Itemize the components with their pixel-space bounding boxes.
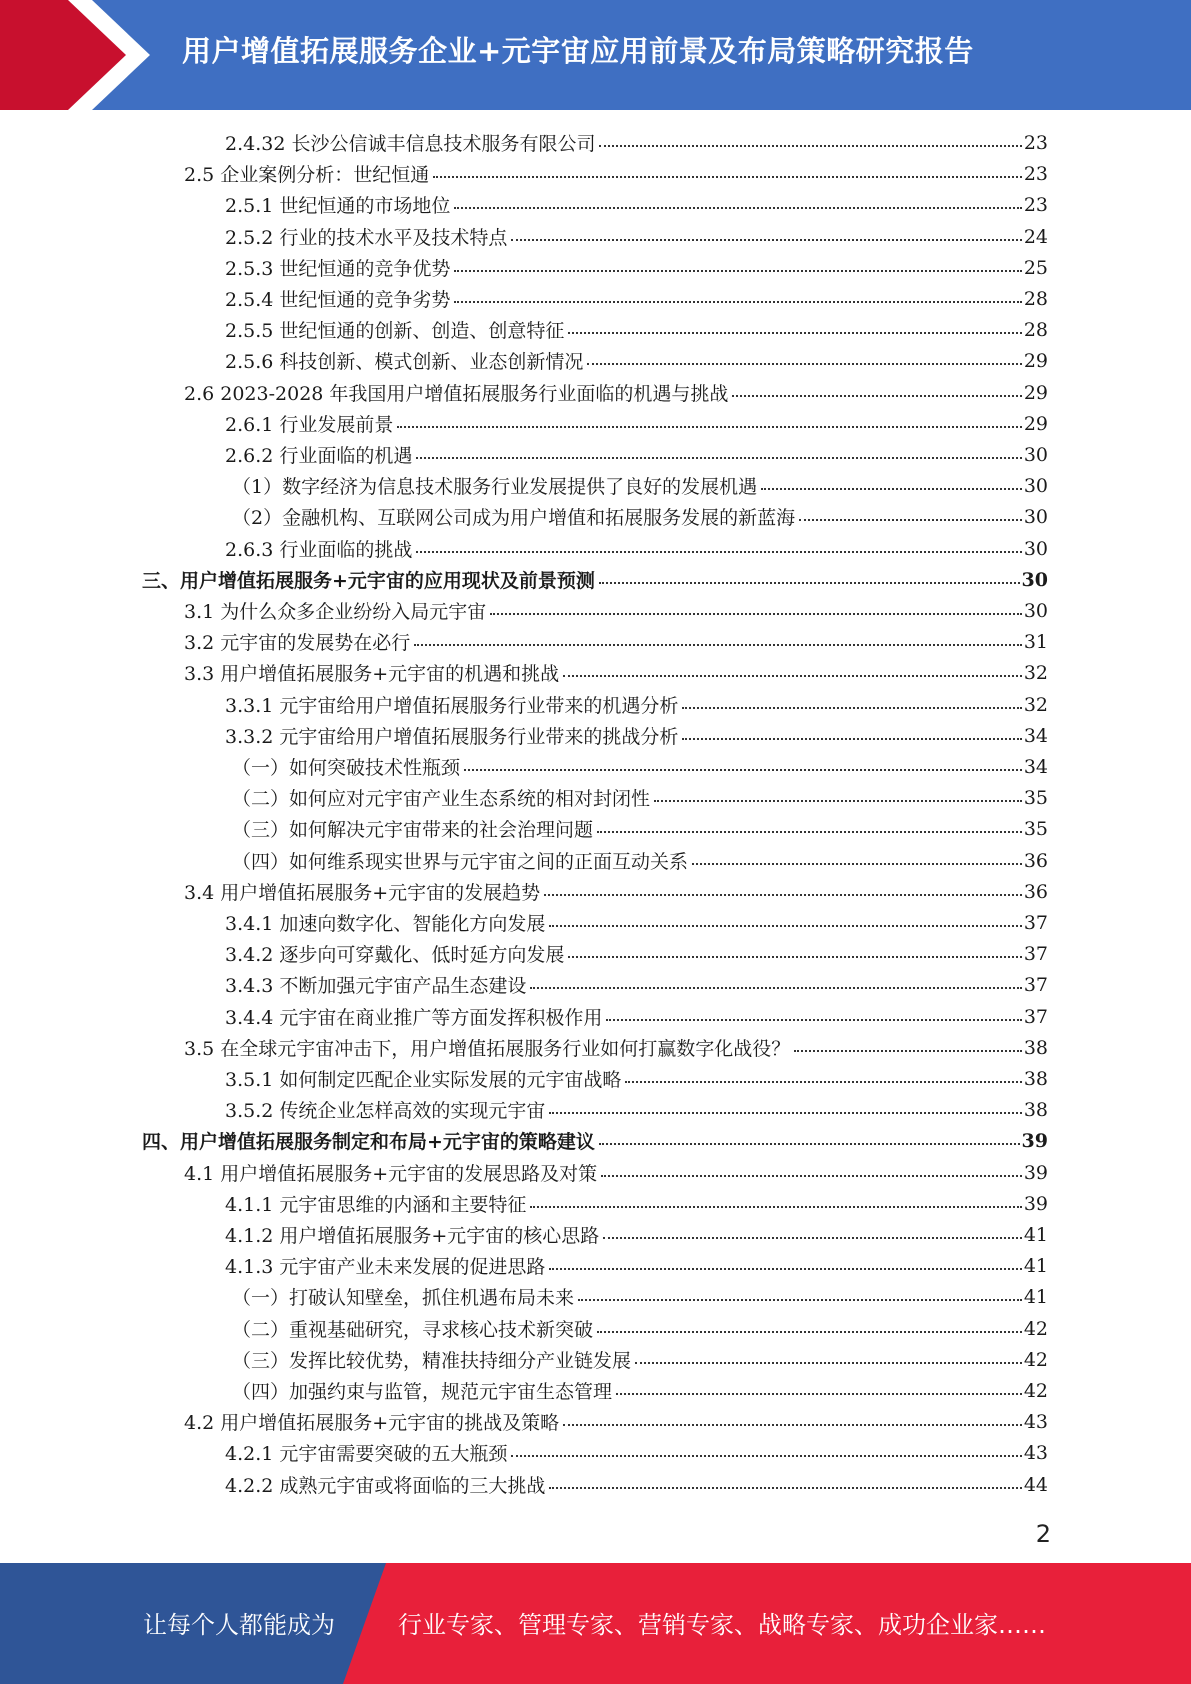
toc-dot-leader — [397, 426, 1021, 428]
toc-dot-leader — [599, 145, 1021, 147]
toc-entry[interactable] — [225, 314, 1048, 345]
toc-entry[interactable] — [232, 470, 1048, 501]
toc-entry-page: 23 — [1023, 131, 1048, 154]
toc-entry-title: 4.1.2 用户增值拓展服务+元宇宙的核心思路 — [225, 1225, 600, 1247]
toc-entry-page: 39 — [1023, 1161, 1048, 1184]
toc-dot-leader — [601, 1175, 1022, 1177]
toc-entry[interactable] — [184, 158, 1048, 189]
toc-entry[interactable] — [184, 377, 1048, 408]
toc-entry-title: 3.5 在全球元宇宙冲击下，用户增值拓展服务行业如何打赢数字化战役？ — [184, 1038, 791, 1060]
toc-entry-title: 3.4.2 逐步向可穿戴化、低时延方向发展 — [225, 944, 565, 966]
toc-entry-page: 34 — [1023, 755, 1048, 778]
toc-dot-leader — [433, 176, 1022, 178]
toc-dot-leader — [549, 1487, 1021, 1489]
toc-entry-page: 30 — [1023, 537, 1048, 560]
toc-dot-leader — [454, 207, 1021, 209]
toc-entry-title: （1）数字经济为信息技术服务行业发展提供了良好的发展机遇 — [232, 476, 758, 498]
toc-entry-title: 3.3.2 元宇宙给用户增值拓展服务行业带来的挑战分析 — [225, 726, 679, 748]
toc-entry-title: 3.2 元宇宙的发展势在必行 — [184, 632, 411, 654]
toc-entry-page: 39 — [1021, 1129, 1048, 1152]
toc-entry-page: 32 — [1023, 693, 1048, 716]
toc-entry-page: 37 — [1023, 942, 1048, 965]
toc-dot-leader — [454, 301, 1021, 303]
toc-dot-leader — [568, 956, 1021, 958]
toc-entry-title: 3.4.3 不断加强元宇宙产品生态建设 — [225, 975, 527, 997]
toc-entry[interactable] — [225, 439, 1048, 470]
toc-entry[interactable] — [184, 595, 1048, 626]
toc-entry[interactable] — [232, 1313, 1048, 1344]
toc-entry[interactable] — [184, 657, 1048, 688]
toc-entry-page: 38 — [1023, 1036, 1048, 1059]
toc-dot-leader — [625, 1081, 1021, 1083]
toc-entry-title: （二）如何应对元宇宙产业生态系统的相对封闭性 — [232, 788, 651, 810]
toc-dot-leader — [416, 457, 1021, 459]
toc-entry-title: 2.6.3 行业面临的挑战 — [225, 539, 413, 561]
report-title: 用户增值拓展服务企业+元宇宙应用前景及布局策略研究报告 — [182, 34, 974, 68]
toc-entry[interactable] — [225, 345, 1048, 376]
toc-entry-page: 29 — [1023, 349, 1048, 372]
toc-dot-leader — [599, 582, 1020, 584]
toc-entry-title: 2.5.3 世纪恒通的竞争优势 — [225, 258, 451, 280]
toc-entry-page: 25 — [1023, 256, 1048, 279]
toc-dot-leader — [692, 863, 1022, 865]
toc-entry[interactable] — [232, 813, 1048, 844]
toc-entry-title: 4.1.3 元宇宙产业未来发展的促进思路 — [225, 1256, 546, 1278]
toc-dot-leader — [799, 519, 1022, 521]
toc-entry-page: 28 — [1023, 318, 1048, 341]
toc-entry[interactable] — [225, 938, 1048, 969]
toc-dot-leader — [414, 644, 1022, 646]
toc-entry-page: 42 — [1023, 1379, 1048, 1402]
toc-dot-leader — [578, 1299, 1022, 1301]
toc-dot-leader — [549, 1268, 1021, 1270]
toc-dot-leader — [454, 270, 1021, 272]
toc-entry-page: 23 — [1023, 162, 1048, 185]
toc-dot-leader — [603, 1237, 1022, 1239]
toc-entry-title: （二）重视基础研究，寻求核心技术新突破 — [232, 1319, 594, 1341]
toc-dot-leader — [587, 363, 1021, 365]
toc-dot-leader — [635, 1362, 1022, 1364]
toc-dot-leader — [511, 239, 1021, 241]
toc-dot-leader — [563, 675, 1022, 677]
toc-entry-title: 三、用户增值拓展服务+元宇宙的应用现状及前景预测 — [142, 570, 595, 592]
toc-entry-page: 41 — [1023, 1254, 1048, 1277]
toc-entry[interactable] — [232, 845, 1048, 876]
toc-entry[interactable] — [225, 221, 1048, 252]
toc-dot-leader — [654, 800, 1022, 802]
toc-entry[interactable] — [225, 408, 1048, 439]
toc-entry[interactable] — [232, 751, 1048, 782]
toc-entry-title: 2.6.1 行业发展前景 — [225, 414, 394, 436]
toc-entry-page: 42 — [1023, 1348, 1048, 1371]
toc-dot-leader — [511, 1455, 1021, 1457]
toc-entry-page: 28 — [1023, 287, 1048, 310]
toc-entry[interactable] — [232, 1281, 1048, 1312]
toc-entry-title: 4.1 用户增值拓展服务+元宇宙的发展思路及对策 — [184, 1163, 598, 1185]
toc-entry[interactable] — [232, 501, 1048, 532]
toc-dot-leader — [794, 1050, 1022, 1052]
toc-entry[interactable] — [225, 533, 1048, 564]
toc-entry[interactable] — [225, 907, 1048, 938]
toc-entry-title: （三）如何解决元宇宙带来的社会治理问题 — [232, 819, 594, 841]
toc-entry-page: 24 — [1023, 225, 1048, 248]
toc-entry[interactable] — [225, 1437, 1048, 1468]
toc-entry-page: 37 — [1023, 973, 1048, 996]
footer-slogan-left: 让每个人都能成为 — [143, 1611, 335, 1639]
toc-entry[interactable] — [184, 1406, 1048, 1437]
toc-dot-leader — [732, 395, 1021, 397]
toc-dot-leader — [568, 332, 1021, 334]
toc-entry-page: 30 — [1023, 599, 1048, 622]
toc-entry[interactable] — [142, 564, 1048, 595]
toc-entry-page: 29 — [1023, 412, 1048, 435]
toc-dot-leader — [549, 1112, 1021, 1114]
toc-entry[interactable] — [225, 189, 1048, 220]
toc-entry-title: 3.4 用户增值拓展服务+元宇宙的发展趋势 — [184, 882, 541, 904]
toc-entry-page: 41 — [1023, 1223, 1048, 1246]
toc-entry-title: 2.5.5 世纪恒通的创新、创造、创意特征 — [225, 320, 565, 342]
toc-entry-page: 31 — [1023, 630, 1048, 653]
toc-entry-title: 2.5 企业案例分析：世纪恒通 — [184, 164, 430, 186]
toc-entry[interactable] — [184, 626, 1048, 657]
toc-entry[interactable] — [225, 1001, 1048, 1032]
toc-entry-title: 3.3.1 元宇宙给用户增值拓展服务行业带来的机遇分析 — [225, 695, 679, 717]
toc-dot-leader — [563, 1424, 1022, 1426]
toc-entry-title: （四）如何维系现实世界与元宇宙之间的正面互动关系 — [232, 851, 689, 873]
toc-entry-page: 43 — [1023, 1410, 1048, 1433]
toc-dot-leader — [549, 925, 1021, 927]
toc-entry[interactable] — [225, 1469, 1048, 1500]
toc-dot-leader — [490, 613, 1022, 615]
toc-entry-title: 4.2.2 成熟元宇宙或将面临的三大挑战 — [225, 1475, 546, 1497]
toc-entry-page: 42 — [1023, 1317, 1048, 1340]
toc-entry-page: 36 — [1023, 849, 1048, 872]
toc-entry-title: （三）发挥比较优势，精准扶持细分产业链发展 — [232, 1350, 632, 1372]
toc-entry[interactable] — [232, 1375, 1048, 1406]
toc-entry[interactable] — [142, 1125, 1048, 1156]
toc-dot-leader — [597, 1331, 1022, 1333]
toc-entry-title: 2.5.1 世纪恒通的市场地位 — [225, 195, 451, 217]
page-number: 2 — [1035, 1520, 1051, 1548]
toc-entry-title: 4.2.1 元宇宙需要突破的五大瓶颈 — [225, 1443, 508, 1465]
toc-entry-page: 23 — [1023, 193, 1048, 216]
toc-entry[interactable] — [232, 782, 1048, 813]
toc-entry[interactable] — [225, 689, 1048, 720]
toc-entry-title: （一）打破认知壁垒，抓住机遇布局未来 — [232, 1287, 575, 1309]
toc-entry-page: 30 — [1023, 505, 1048, 528]
toc-entry-title: 4.2 用户增值拓展服务+元宇宙的挑战及策略 — [184, 1412, 560, 1434]
toc-entry-page: 30 — [1021, 568, 1048, 591]
toc-entry-title: 3.5.1 如何制定匹配企业实际发展的元宇宙战略 — [225, 1069, 622, 1091]
toc-entry-title: 3.4.1 加速向数字化、智能化方向发展 — [225, 913, 546, 935]
toc-entry[interactable] — [225, 1094, 1048, 1125]
toc-entry-page: 37 — [1023, 911, 1048, 934]
toc-entry-title: 2.4.32 长沙公信诚丰信息技术服务有限公司 — [225, 133, 596, 155]
toc-dot-leader — [597, 831, 1022, 833]
toc-dot-leader — [606, 1019, 1021, 1021]
toc-entry-page: 30 — [1023, 443, 1048, 466]
toc-dot-leader — [544, 894, 1022, 896]
toc-entry-page: 39 — [1023, 1192, 1048, 1215]
toc-entry-page: 34 — [1023, 724, 1048, 747]
toc-dot-leader — [616, 1393, 1022, 1395]
toc-entry-page: 44 — [1023, 1473, 1048, 1496]
toc-dot-leader — [682, 738, 1021, 740]
toc-entry[interactable] — [225, 969, 1048, 1000]
page-header — [0, 0, 1191, 110]
toc-entry-page: 36 — [1023, 880, 1048, 903]
toc-entry-title: 2.5.4 世纪恒通的竞争劣势 — [225, 289, 451, 311]
toc-dot-leader — [530, 1206, 1021, 1208]
toc-dot-leader — [464, 769, 1022, 771]
toc-dot-leader — [416, 551, 1021, 553]
toc-entry-title: （2）金融机构、互联网公司成为用户增值和拓展服务发展的新蓝海 — [232, 507, 796, 529]
toc-entry-title: 3.1 为什么众多企业纷纷入局元宇宙 — [184, 601, 487, 623]
toc-entry-title: 4.1.1 元宇宙思维的内涵和主要特征 — [225, 1194, 527, 1216]
toc-dot-leader — [682, 707, 1021, 709]
toc-entry[interactable] — [184, 1157, 1048, 1188]
toc-entry[interactable] — [225, 1063, 1048, 1094]
toc-entry[interactable] — [225, 1219, 1048, 1250]
toc-entry-page: 30 — [1023, 474, 1048, 497]
toc-entry[interactable] — [225, 720, 1048, 751]
toc-entry-title: 3.4.4 元宇宙在商业推广等方面发挥积极作用 — [225, 1007, 603, 1029]
toc-entry-title: 2.5.2 行业的技术水平及技术特点 — [225, 227, 508, 249]
toc-entry-title: 2.6 2023-2028 年我国用户增值拓展服务行业面临的机遇与挑战 — [184, 383, 729, 405]
toc-entry-page: 35 — [1023, 817, 1048, 840]
toc-entry-title: （一）如何突破技术性瓶颈 — [232, 757, 461, 779]
toc-entry[interactable] — [232, 1344, 1048, 1375]
toc-entry[interactable] — [184, 876, 1048, 907]
toc-dot-leader — [599, 1143, 1020, 1145]
toc-entry-page: 35 — [1023, 786, 1048, 809]
page-footer — [0, 1563, 1191, 1684]
toc-entry[interactable] — [225, 127, 1048, 158]
toc-entry-title: （四）加强约束与监管，规范元宇宙生态管理 — [232, 1381, 613, 1403]
toc-entry[interactable] — [184, 1032, 1048, 1063]
toc-dot-leader — [761, 488, 1022, 490]
footer-slogan-right: 行业专家、管理专家、营销专家、战略专家、成功企业家…… — [398, 1611, 1046, 1639]
toc-entry-page: 37 — [1023, 1005, 1048, 1028]
toc-entry[interactable] — [225, 1188, 1048, 1219]
toc-entry-page: 43 — [1023, 1441, 1048, 1464]
toc-entry-page: 41 — [1023, 1285, 1048, 1308]
toc-dot-leader — [530, 987, 1021, 989]
toc-entry[interactable] — [225, 1250, 1048, 1281]
toc-entry-page: 38 — [1023, 1067, 1048, 1090]
toc-entry-title: 2.5.6 科技创新、模式创新、业态创新情况 — [225, 351, 584, 373]
toc-entry-title: 四、用户增值拓展服务制定和布局+元宇宙的策略建议 — [142, 1131, 595, 1153]
toc-entry-page: 38 — [1023, 1098, 1048, 1121]
toc-entry-title: 3.5.2 传统企业怎样高效的实现元宇宙 — [225, 1100, 546, 1122]
toc-entry-page: 32 — [1023, 661, 1048, 684]
toc-entry-title: 2.6.2 行业面临的机遇 — [225, 445, 413, 467]
toc-entry[interactable] — [225, 283, 1048, 314]
toc-entry-page: 29 — [1023, 381, 1048, 404]
toc-entry-title: 3.3 用户增值拓展服务+元宇宙的机遇和挑战 — [184, 663, 560, 685]
toc-entry[interactable] — [225, 252, 1048, 283]
